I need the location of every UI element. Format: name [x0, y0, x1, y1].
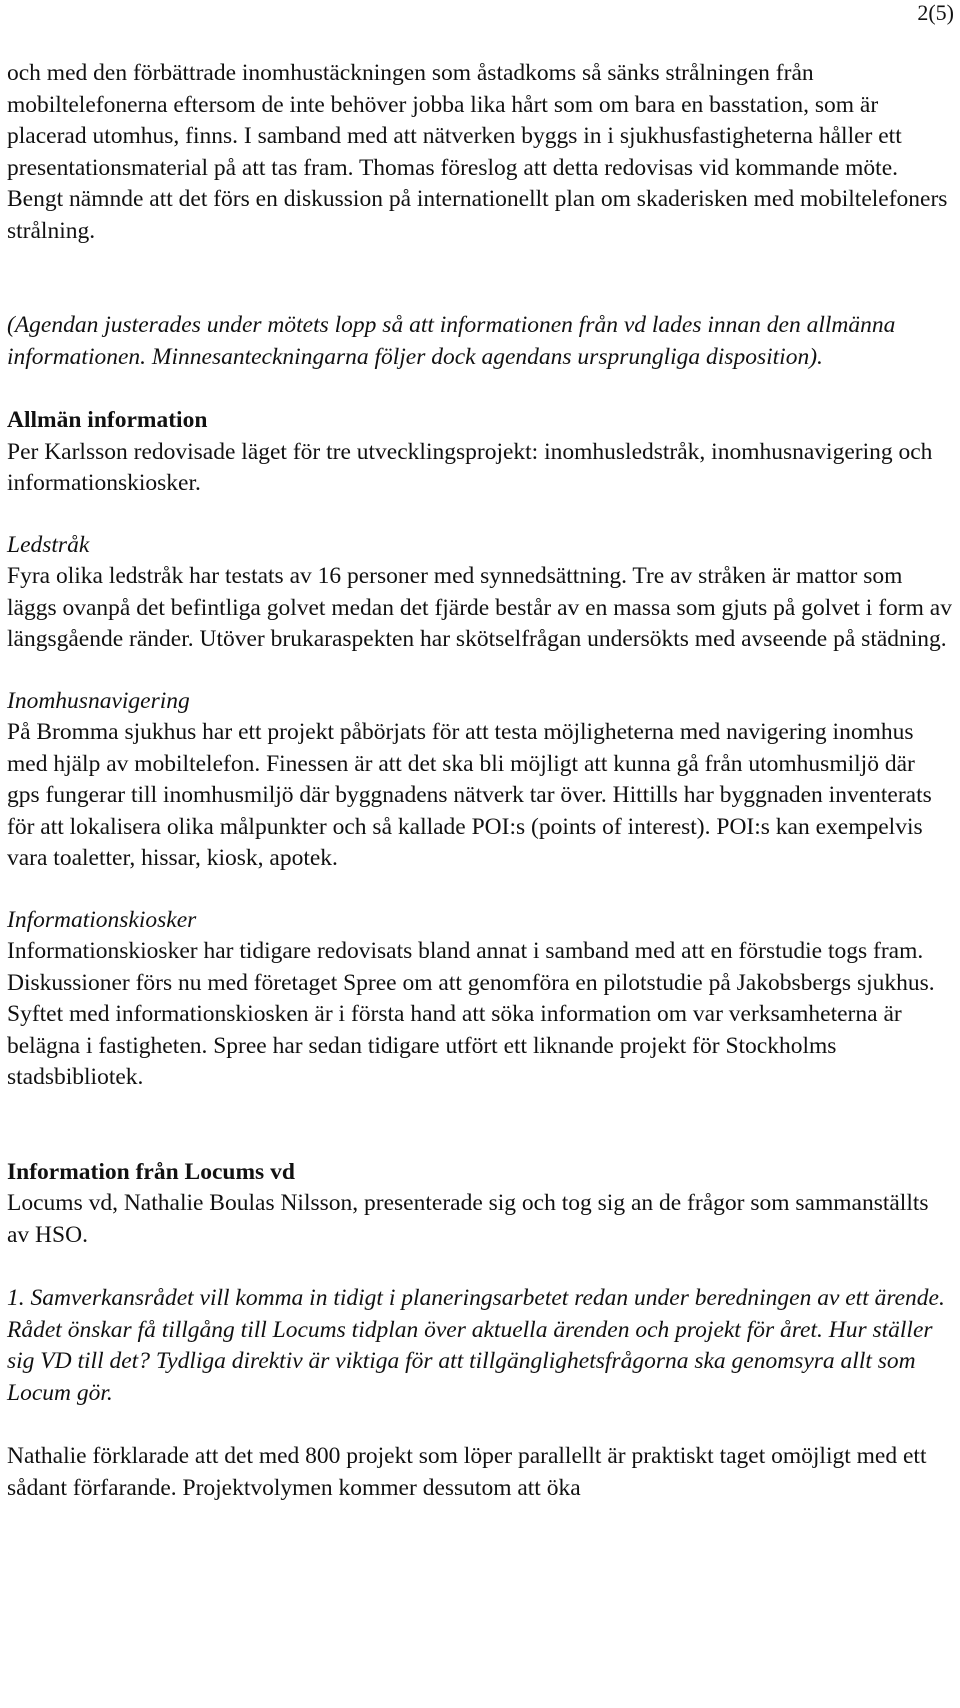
section-body-informationskiosker: Informationskiosker har tidigare redovisats bland annat i samband med att en förstudie togs fram. Diskussioner förs nu med företaget Spree om att genomföra en pilotstudie på Jakobsbergs sjukhus. Syftet med informationskiosken är i första hand att söka information om var verksamheterna är belägna i fastigheten. Spree har sedan tidigare utfört ett liknande projekt för Stockholms stadsbibliotek. — [7, 938, 935, 1090]
section-heading-informationskiosker: Informationskiosker — [7, 906, 197, 933]
section-heading-inomhusnavigering: Inomhusnavigering — [7, 687, 190, 714]
intro-paragraph: och med den förbättrade inomhustäckningen som åstadkoms så sänks strålningen från mobiltelefonerna eftersom de inte behöver jobba lika hårt som om bara en basstation, som är placerad utomhus, finns. I samband med att nätverken byggs in i sjukhusfastigheterna håller ett presentationsmaterial på att tas fram. Thomas föreslog att detta redovisas vid kommande möte. Bengt nämnde att det förs en diskussion på internationellt plan om skaderisken med mobiltelefoners strålning. — [7, 60, 948, 244]
section-heading-allman: Allmän information — [7, 407, 208, 433]
section-informationskiosker — [7, 905, 952, 1094]
section-body-inomhusnavigering: På Bromma sjukhus har ett projekt påbörjats för att testa möjligheterna med navigering inomhus med hjälp av mobiltelefon. Finessen är att det ska bli möjligt att kunna gå från utomhusmiljö där gps fungerar till inomhusmiljö där byggnadens nätverk tar över. Hittills har byggnaden inventerats för att lokalisera olika målpunkter och så kallade POI:s (points of interest). POI:s kan exempelvis vara toaletter, hissar, kiosk, apotek. — [7, 719, 932, 871]
reply-paragraph: Nathalie förklarade att det med 800 projekt som löper parallellt är praktiskt taget omöjligt med ett sådant förfarande. Projektvolymen kommer dessutom att öka — [7, 1443, 927, 1501]
section-heading-ledstrak: Ledstråk — [7, 531, 90, 558]
section-body-allman: Per Karlsson redovisade läget för tre utvecklingsprojekt: inomhusledstråk, inomhusnavigering och informationskiosker. — [7, 438, 933, 496]
document-body — [7, 58, 952, 1504]
page-number: 2(5) — [917, 0, 954, 25]
question-point-1: 1. Samverkansrådet vill komma in tidigt i planeringsarbetet redan under beredningen av ett ärende. Rådet önskar få tillgång till Locums tidplan över aktuella ärenden och projekt för året. Hur ställer sig VD till det? Tydliga direktiv är viktiga för att tillgänglighetsfrågorna ska genomsyra allt som Locum gör. — [7, 1285, 945, 1406]
section-ledstrak — [7, 530, 952, 656]
section-allman-information — [7, 405, 952, 500]
section-body-locums-vd: Locums vd, Nathalie Boulas Nilsson, presenterade sig och tog sig an de frågor som sammanställts av HSO. — [7, 1190, 929, 1248]
section-inomhusnavigering — [7, 686, 952, 875]
section-heading-locums-vd: Information från Locums vd — [7, 1158, 295, 1185]
section-locums-vd — [7, 1157, 952, 1252]
section-body-ledstrak: Fyra olika ledstråk har testats av 16 personer med synnedsättning. Tre av stråken är mattor som läggs ovanpå det befintliga golvet medan det fjärde består av en massa som gjuts på golvet i form av längsgående ränder. Utöver brukaraspekten har skötselfrågan undersökts med avseende på städning. — [7, 563, 952, 652]
agenda-note: (Agendan justerades under mötets lopp så att informationen från vd lades innan den allmänna informationen. Minnesanteckningarna följer dock agendans ursprungliga disposition). — [7, 312, 896, 370]
